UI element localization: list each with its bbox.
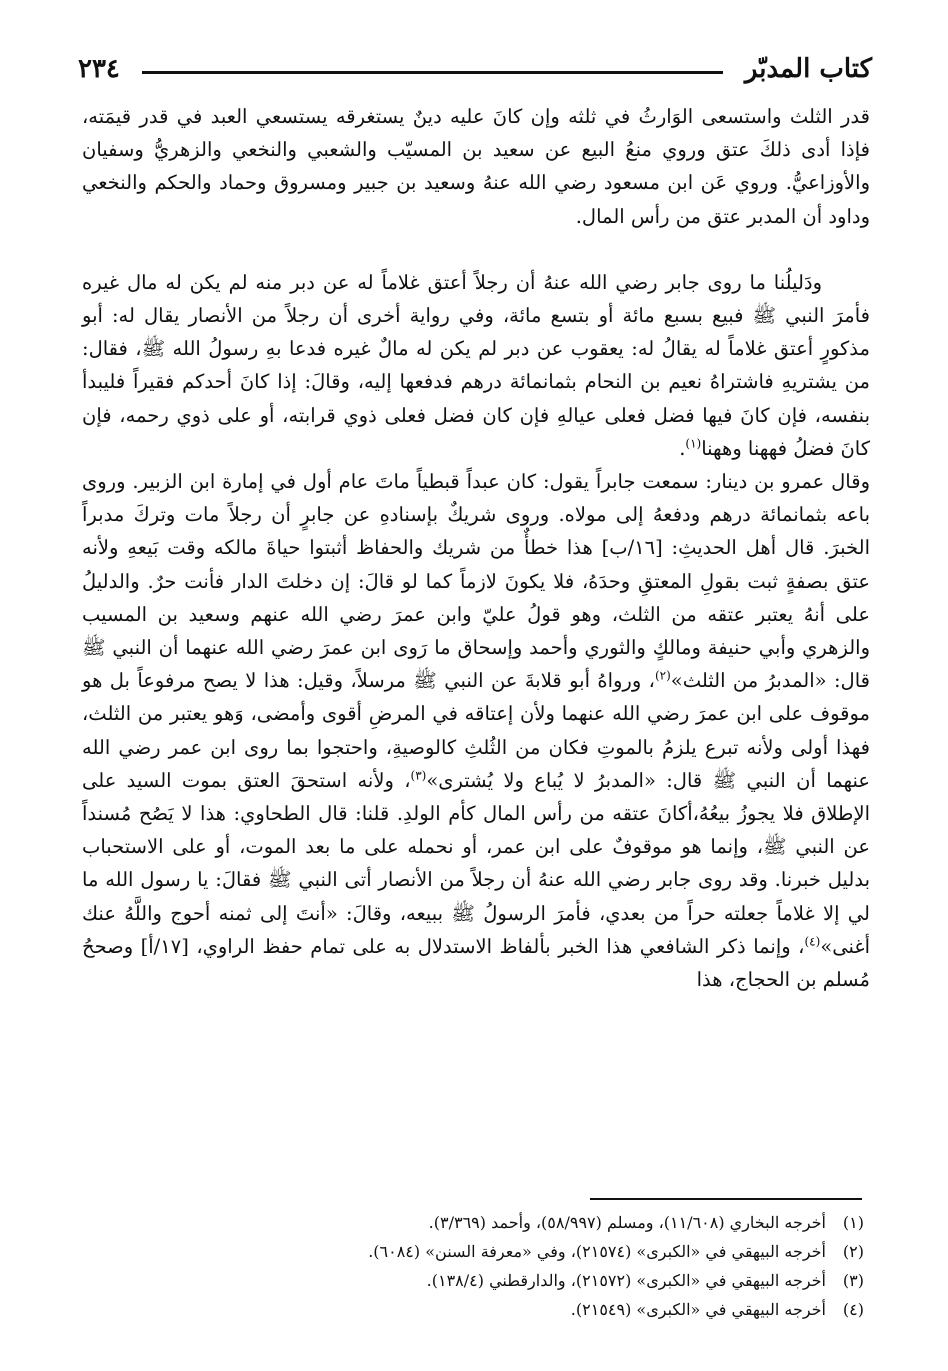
footnote-1 (82, 1208, 864, 1237)
footnote-text: أخرجه البيهقي في «الكبرى» (٢١٥٧٤)، وفي «معرفة السنن» (٦٠٨٤). (368, 1242, 826, 1261)
footnote-ref-1[interactable]: (١) (685, 436, 702, 451)
footnote-ref-4[interactable]: (٤) (804, 934, 821, 949)
footnotes (82, 1208, 864, 1324)
footnote-4 (82, 1295, 864, 1324)
page-number: ٢٣٤ (78, 54, 120, 84)
paragraph-text: ، ورواهُ أبو قلابةَ عن النبي ﷺ مرسلاً، وقيل: هذا لا يصح مرفوعاً بل هو موقوف على ابن عمرَ رضي الله عنهما ولأن إعتاقه في المرضِ أقوى وأمضى، وَهو يعتبر من الثلث، فهذا أولى ولأنه تبرع يلزمُ بالموتِ فكان من الثُلثِ كالوصيةِ، واحتجوا بما روى ابن عمر رضي الله عنهما أن النبي ﷺ قال: «المدبرُ لا يُباع ولا يُشترى» (82, 669, 870, 792)
paragraph-2 (82, 266, 870, 465)
footnote-2 (82, 1237, 864, 1266)
paragraph-text: ، ولأنه استحقَ العتق بموت السيد على الإطلاق فلا يجوزُ بيعُهُ،أكانَ عتقه من رأس المال كأم الولدِ. قلنا: قال الطحاوي: هذا لا يَصُح مُسنداً عن النبي ﷺ، وإنما هو موقوفٌ على ابن عمر، أو نحمله على ما بعد الموت، أو على الاستحباب بدليل خبرنا. وقد روى جابر رضي الله عنهُ أن رجلاً من الأنصار أتى النبي ﷺ فقالَ: يا رسول الله ما لي إلا غلاماً جعلته حراً من بعدي، فأمرَ الرسولُ ﷺ ببيعه، وقالَ: «أنتَ إلى ثمنه أحوج واللَّهُ عنك أغنى» (82, 768, 870, 958)
paragraph-text: ، وإنما ذكر الشافعي هذا الخبر بألفاظ الاستدلال به على تمام حفظ الراوي، [١٧/أ] وصححُ مُسلم بن الحجاج، هذا (82, 934, 870, 992)
paragraph-text: وقال عمرو بن دينار: سمعت جابراً يقول: كان عبداً قبطياً ماتَ عام أول في إمارة ابن الزبير. وروى باعه بثمانمائة درهم ودفعهُ إلى مولاه. وروى شريكٌ بإسنادهِ عن جابرٍ أن رجلاً مات وتركَ مدبراً الخبرَ. قال أهل الحديثِ: [١٦/ب] هذا خطأٌ من شريك والحفاظ أثبتوا حياةَ مالكه وقت بَيعهِ ولأنه عتق بصفةٍ ثبت بقولِ المعتقِ وحدَهُ، فلا يكونَ لازماً كما لو قالَ: إن دخلتَ الدار فأنت حرٌ. والدليلُ على أنهُ يعتبر عتقه من الثلث، وهو قولُ عليّ وابن عمرَ رضي الله عنهم وسعيد بن المسيب والزهري وأبي حنيفة ومالكٍ والثوري وأحمد وإسحاق ما رَوى ابن عمرَ رضي الله عنهما أن النبي ﷺ قال: «المدبرُ من الثلث» (82, 470, 870, 693)
period: . (679, 436, 686, 460)
chapter-title: كتاب المدبّر (744, 54, 872, 84)
footnote-ref-2[interactable]: (٢) (654, 668, 671, 683)
footnote-number: (٢) (842, 1242, 864, 1261)
footnote-number: (١) (842, 1213, 864, 1232)
footnote-text: أخرجه البخاري (١١/٦٠٨)، ومسلم (٥٨/٩٩٧)، وأحمد (٣/٣٦٩). (428, 1213, 826, 1232)
paragraph-text: ودَليلُنا ما روى جابر رضي الله عنهُ أن رجلاً أعتق غلاماً له عن دبر منه لم يكن له مال غيره فأمرَ النبي ﷺ فبيع بسبع مائة أو بتسع مائة، وفي رواية أخرى أن رجلاً من الأنصار يقال له: أبو مذكورٍ أعتق غلاماً له يقالُ له: يعقوب عن دبر لم يكن له مالٌ غيره فدعا بهِ رسولُ الله ﷺ، فقال: من يشتريهِ فاشتراهُ نعيم بن النحام بثمانمائة درهم فدفعها إليه، وقالَ: إذا كانَ أحدكم فقيراً فليبدأ بنفسه، فإن كانَ فيها فضل فعلى عيالهِ فإن كان فضل فعلى ذوي قرابته، أو على ذوي رحمه، فإن كانَ فضلُ فههنا وههنا (82, 270, 870, 460)
footnote-separator (590, 1198, 862, 1200)
header-rule (142, 71, 723, 74)
footnote-3 (82, 1266, 864, 1295)
footnote-ref-3[interactable]: (٣) (410, 768, 427, 783)
footnote-text: أخرجه البيهقي في «الكبرى» (٢١٥٤٩). (570, 1300, 826, 1319)
footnote-text: أخرجه البيهقي في «الكبرى» (٢١٥٧٢)، والدارقطني (١٣٨/٤). (426, 1271, 826, 1290)
footnote-number: (٤) (842, 1300, 864, 1319)
main-text (82, 100, 870, 996)
paragraph-text: قدر الثلث واستسعى الوَارثُ في ثلثه وإن كانَ عليه دينٌ يستغرقه يستسعي العبد في قدر قيمَته، فإذا أدى ذلكَ عتق وروي منعُ البيع عن سعيد بن المسيّب والشعبي والنخعي والزهريُّ وسفيان والأوزاعيُّ. وروي عَن ابن مسعود رضي الله عنهُ وسعيد بن جبير ومسروق وحماد والحكم والنخعي وداود أن المدبر عتق من رأس المال. (82, 105, 870, 228)
paragraph-1 (82, 100, 870, 233)
paragraph-gap (82, 233, 870, 266)
paragraph-3 (82, 465, 870, 996)
running-header (78, 44, 872, 94)
footnote-number: (٣) (842, 1271, 864, 1290)
